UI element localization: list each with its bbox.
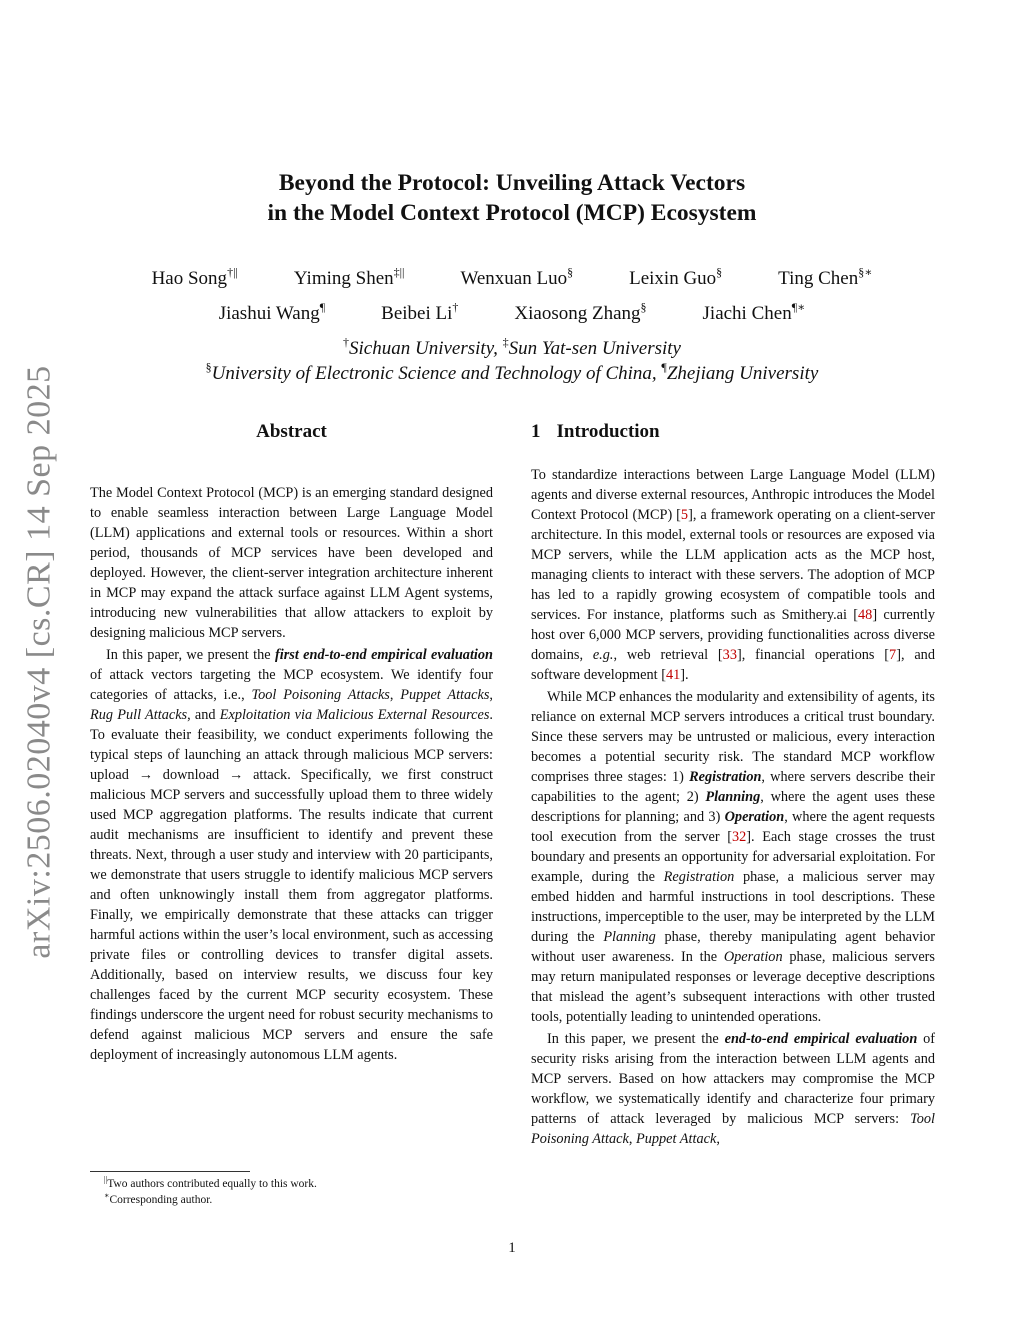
author: Leixin Guo§ xyxy=(629,265,723,289)
author-row-2 xyxy=(100,300,924,325)
text-run: Puppet Attacks xyxy=(400,687,490,703)
text-run: Tool Poisoning Attack xyxy=(531,1111,935,1147)
text-run: , where the agent uses these descriptions for planning; and 3) xyxy=(531,789,935,825)
text-run: , xyxy=(389,687,401,703)
footnotes xyxy=(104,1176,317,1208)
citation-link[interactable]: 7 xyxy=(889,647,897,663)
text-run: Exploitation via Malicious External Resources xyxy=(219,707,490,723)
text-run: Rug Pull Attacks xyxy=(90,707,188,723)
intro-paragraph-1 xyxy=(531,465,935,685)
citation-link[interactable]: 33 xyxy=(722,647,737,663)
text-run: While MCP enhances the modularity and extensibility of agents, its reliance on external MCP servers introduces a critical trust boundary. Since these servers may be untrusted or malicious, every interaction becomes a potential security risk. The standard MCP workflow comprises three stages: 1) xyxy=(531,689,935,785)
text-run: phase, malicious servers may return manipulated responses or leverage deceptive descriptions that mislead the agent’s subsequent interactions with other trusted tools, potentially leading to unintended operations. xyxy=(531,949,935,1025)
author: Wenxuan Luo§ xyxy=(460,265,574,289)
introduction-heading xyxy=(531,421,660,443)
text-run: phase, a malicious server may embed hidden and harmful instructions in tool descriptions. These instructions, imperceptible to the user, may be interpreted by the LLM during the xyxy=(531,869,935,945)
text-run: Planning xyxy=(603,929,656,945)
intro-paragraph-2 xyxy=(531,687,935,1027)
affiliations-line-2: §University of Electronic Science and Technology of China, ¶Zhejiang University xyxy=(205,360,819,384)
abstract-paragraph-1: The Model Context Protocol (MCP) is an emerging standard designed to enable seamless interaction between Large Language Model (LLM) applications and external tools or resources. Within a short period, thousands of MCP services have been developed and deployed. However, the client-server integration architecture inherent in MCP may expand the attack surface against LLM Agent systems, introducing new vulnerabilities that allow attackers to exploit by designing malicious MCP servers. xyxy=(90,485,493,641)
abstract-column xyxy=(90,483,493,1065)
text-run: , where the agent requests tool execution from the server [ xyxy=(531,809,935,845)
citation-link[interactable]: 32 xyxy=(732,829,747,845)
text-run: Tool Poisoning Attacks xyxy=(251,687,390,703)
text-run: , xyxy=(489,687,493,703)
citation-link[interactable]: 5 xyxy=(680,507,689,523)
abstract-paragraph-2 xyxy=(90,645,493,1065)
footnote-equal-contribution: ||Two authors contributed equally to this work. xyxy=(104,1175,317,1190)
text-run: , xyxy=(628,1131,636,1147)
text-run: first end-to-end empirical evaluation xyxy=(274,647,493,663)
affiliations-line-1: †Sichuan University, ‡Sun Yat-sen University xyxy=(343,335,681,359)
author: Hao Song†|| xyxy=(151,265,238,289)
text-run: e.g. xyxy=(592,647,614,663)
arxiv-stamp-text: arXiv:2506.02040v4 [cs.CR] 14 Sep 2025 xyxy=(21,365,58,959)
text-run: end-to-end empirical evaluation xyxy=(724,1031,918,1047)
text-run: , web retrieval [ xyxy=(613,647,723,663)
text-run: Planning xyxy=(705,789,761,805)
text-run: ] currently host over 6,000 MCP servers, providing functionalities across diverse domains, xyxy=(531,607,935,663)
section-number: 1 xyxy=(531,421,541,442)
text-run: , xyxy=(716,1131,720,1147)
title-line-1: Beyond the Protocol: Unveiling Attack Vectors xyxy=(278,170,746,196)
author: Yiming Shen‡|| xyxy=(293,265,405,289)
text-run: Operation xyxy=(724,809,785,825)
paper-title xyxy=(100,168,924,228)
text-run: ]. xyxy=(680,667,689,683)
intro-paragraph-3 xyxy=(531,1029,935,1149)
text-run: Operation xyxy=(723,949,783,965)
text-run: To standardize interactions between Large Language Model (LLM) agents and diverse external resources, Anthropic introduces the Model Context Protocol (MCP) [ xyxy=(531,467,935,523)
section-title: Introduction xyxy=(556,421,660,442)
citation-link[interactable]: 48 xyxy=(858,607,873,623)
introduction-column xyxy=(531,465,935,1149)
author: Xiaosong Zhang§ xyxy=(514,300,647,324)
author: Ting Chen§∗ xyxy=(778,265,873,289)
text-run: In this paper, we present the xyxy=(547,1031,725,1047)
text-run: ]. Each stage crosses the trust boundary and presents an opportunity for adversarial exploitation. For example, during the xyxy=(531,829,935,885)
author: Beibei Li† xyxy=(381,300,459,324)
text-run: of attack vectors targeting the MCP ecosystem. We identify four categories of attacks, i.e., xyxy=(90,667,493,703)
text-run: phase, thereby manipulating agent behavior without user awareness. In the xyxy=(531,929,935,965)
text-run: . To evaluate their feasibility, we conduct experiments following the typical steps of launching an attack through malicious MCP servers: upload → download → attack. Specifically, we first construct malicious MCP servers and successfully upload them to three widely used MCP aggregation platforms. The results indicate that current audit mechanisms are insufficient to identify and prevent these threats. Next, through a user study and interview with 20 participants, we demonstrate that users struggle to identify malicious MCP servers and often unknowingly install them from aggregator platforms. Finally, we empirically demonstrate that these attacks can trigger harmful actions within the user’s local environment, such as accessing private files or controlling devices to transfer digital assets. Additionally, based on interview results, we discuss four key challenges faced by the current MCP security ecosystem. These findings underscore the urgent need for robust security mechanisms to defend against malicious MCP servers and ensure the safe deployment of increasingly autonomous LLM agents. xyxy=(90,707,493,1063)
citation-link[interactable]: 41 xyxy=(665,667,681,683)
text-run: In this paper, we present the xyxy=(106,647,275,663)
text-run: Registration xyxy=(689,769,762,785)
abstract-heading: Abstract xyxy=(256,421,327,442)
footnote-corresponding-author: ∗Corresponding author. xyxy=(104,1191,213,1206)
text-run: Puppet Attack xyxy=(635,1131,717,1147)
arxiv-stamp xyxy=(18,365,62,959)
text-run: , where servers describe their capabilities to the agent; 2) xyxy=(531,769,935,805)
text-run: ], a framework operating on a client-server architecture. In this model, external tools or resources are exposed via MCP servers, while the LLM application acts as the MCP host, managing clients to interact with these servers. The adoption of MCP has led to a rapidly growing ecosystem of compatible tools and services. For instance, platforms such as Smithery.ai [ xyxy=(531,507,935,623)
title-line-2: in the Model Context Protocol (MCP) Ecosystem xyxy=(267,200,757,226)
text-run: Registration xyxy=(663,869,735,885)
author: Jiachi Chen¶∗ xyxy=(702,300,806,324)
page-number: 1 xyxy=(508,1240,516,1256)
text-run: ], financial operations [ xyxy=(736,647,890,663)
author-row-1 xyxy=(100,265,924,290)
text-run: ], and software development [ xyxy=(531,647,935,683)
author: Jiashui Wang¶ xyxy=(218,300,326,324)
text-run: of security risks arising from the interaction between LLM agents and MCP servers. Based on how attackers may compromise the MCP workflow, we systematically identify and characterize four primary patterns of attack leveraged by malicious MCP servers: xyxy=(531,1031,936,1127)
text-run: , and xyxy=(187,707,220,723)
footnote-rule xyxy=(90,1171,250,1172)
